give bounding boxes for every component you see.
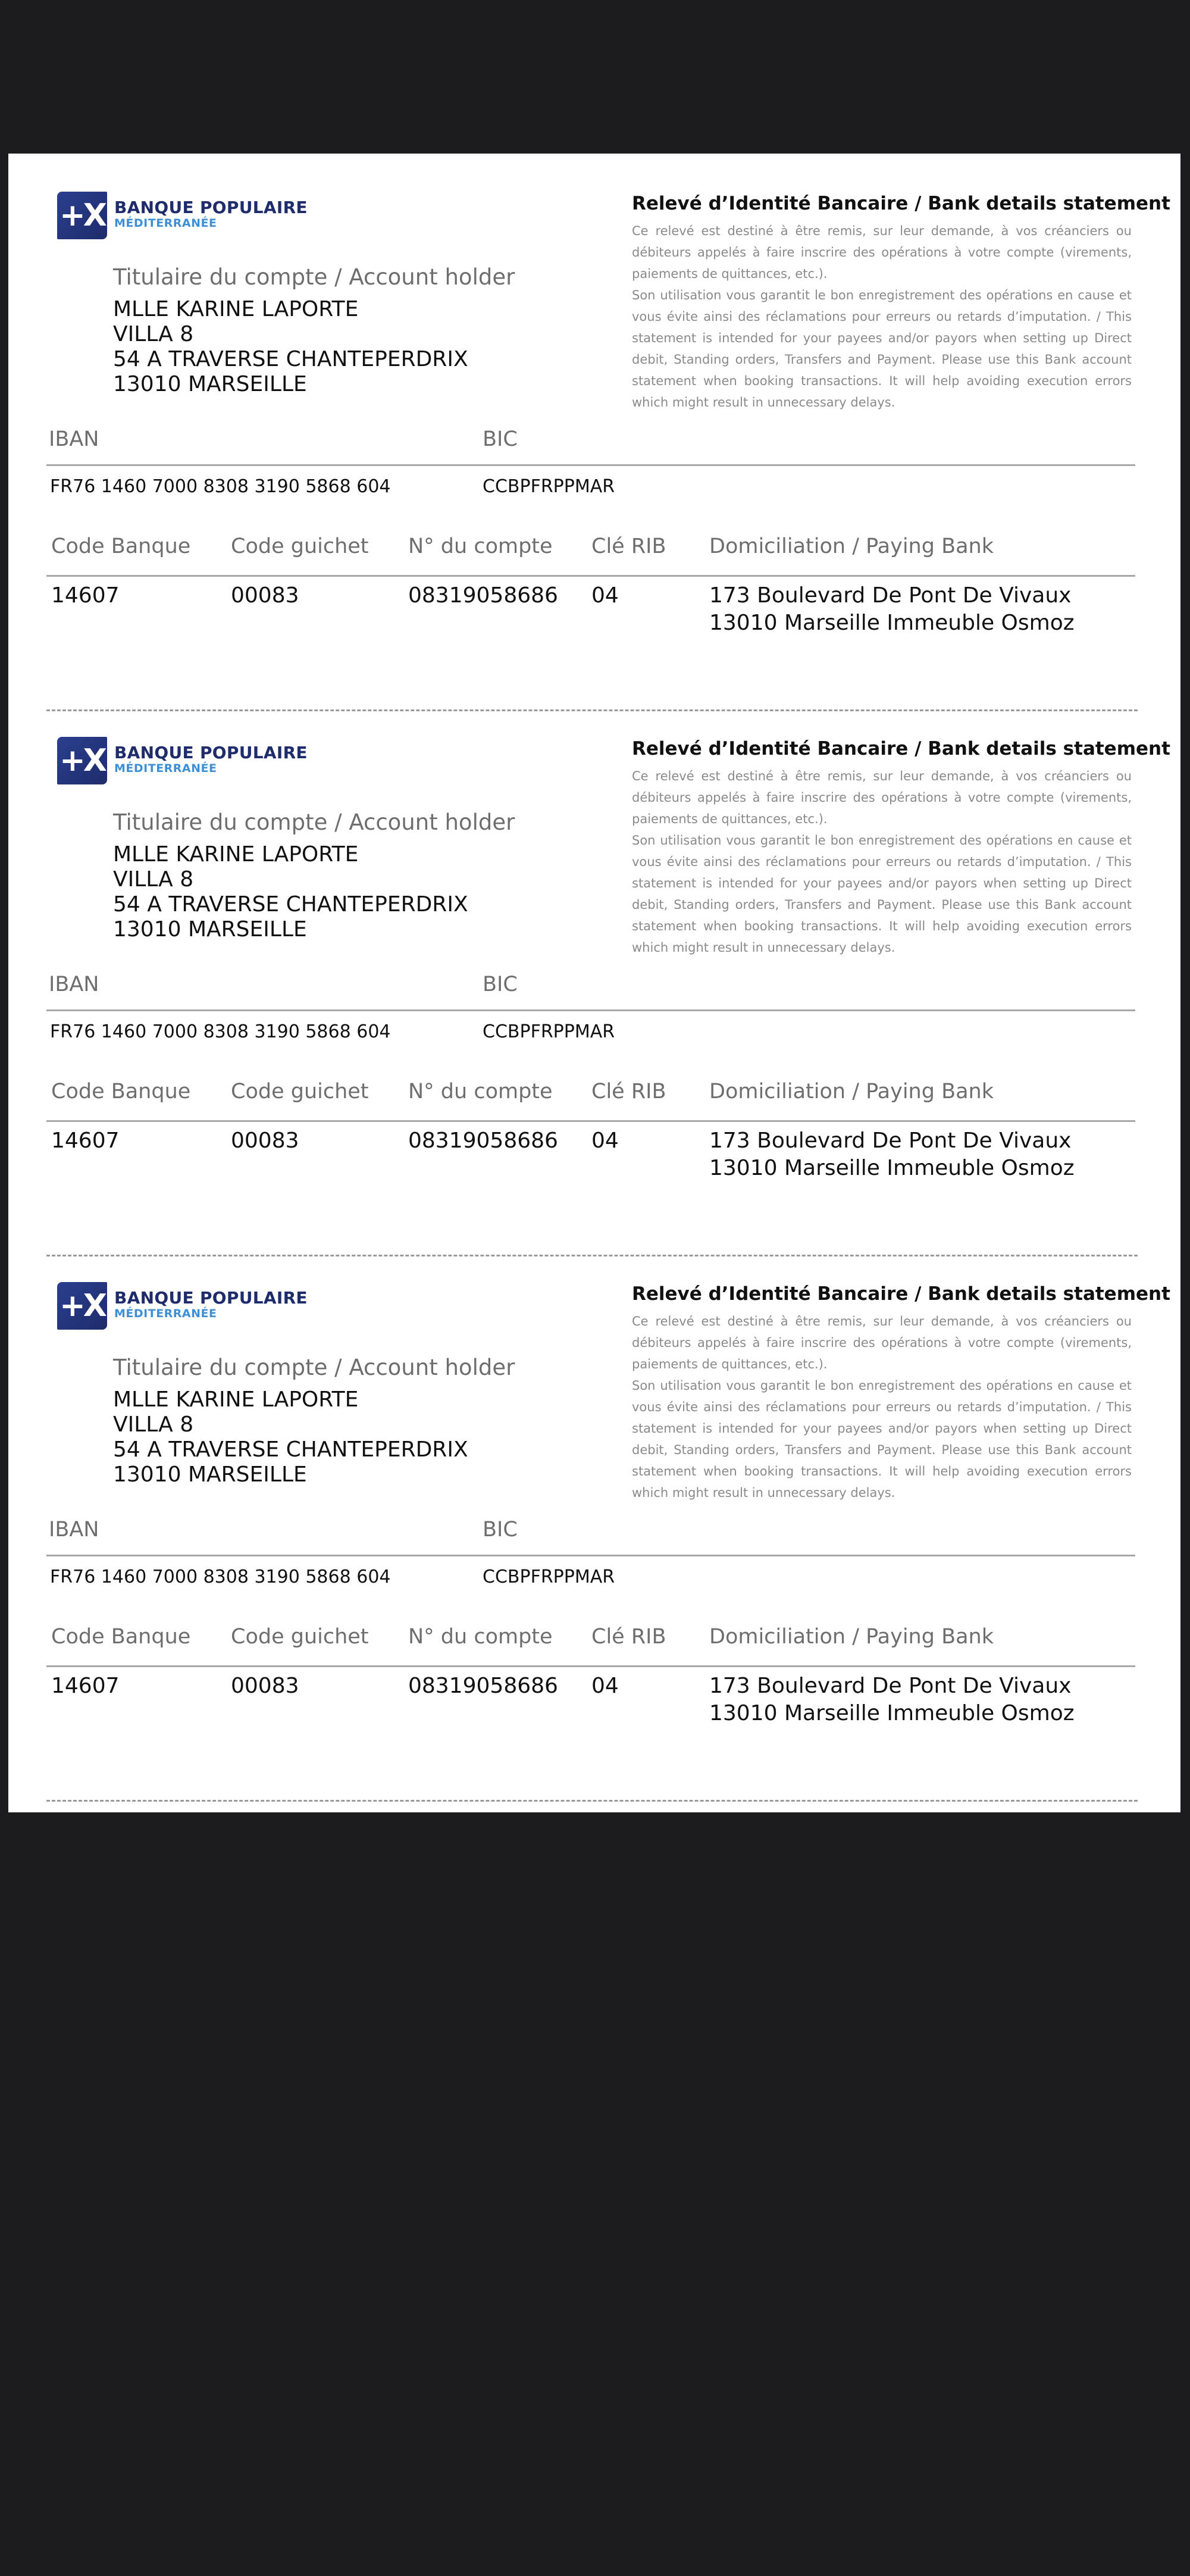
account-holder-address-line1: VILLA 8 [113,867,194,892]
bic-label: BIC [483,427,518,451]
account-holder-label: Titulaire du compte / Account holder [113,1355,515,1380]
iban-label: IBAN [49,973,99,996]
rib-copy-2 [8,699,1180,1244]
account-holder-address-line3: 13010 MARSEILLE [113,1462,307,1487]
iban-label: IBAN [49,1518,99,1542]
iban-label: IBAN [49,427,99,451]
bank-logo [57,1281,307,1331]
code-guichet-value: 00083 [231,583,299,608]
account-holder-label: Titulaire du compte / Account holder [113,264,515,290]
bic-label: BIC [483,1518,518,1542]
bank-region: MÉDITERRANÉE [114,762,217,775]
account-holder [113,1355,515,1487]
statement-body-mixed: Son utilisation vous garantit le bon enregistrement des opérations en cause et vous évite ainsi des réclamations pour erreurs ou retards d’imputation. / This statement is intended for your payees and/or payors when setting up Direct debit, Standing orders, Transfers and Payment. Please use this Bank account statement when booking transactions. It will help avoiding execution errors which might result in unnecessary delays. [632,833,1132,955]
domiciliation-line2: 13010 Marseille Immeuble Osmoz [709,1156,1075,1180]
cle-rib-label: Clé RIB [591,534,666,558]
iban-divider [46,1555,1135,1556]
statement-title: Relevé d’Identité Bancaire / Bank details statement [632,1283,1170,1305]
iban-value: FR76 1460 7000 8308 3190 5868 604 [50,476,391,497]
bank-logo [57,190,307,240]
account-holder-address-line1: VILLA 8 [113,1412,194,1437]
account-holder [113,809,515,942]
code-banque-label: Code Banque [51,534,191,558]
numero-compte-value: 08319058686 [408,1674,558,1698]
domiciliation-label: Domiciliation / Paying Bank [709,1080,994,1103]
domiciliation-label: Domiciliation / Paying Bank [709,1625,994,1649]
account-holder-address-line1: VILLA 8 [113,322,194,346]
account-holder-name: MLLE KARINE LAPORTE [113,1387,359,1412]
statement-body-mixed: Son utilisation vous garantit le bon enregistrement des opérations en cause et vous évite ainsi des réclamations pour erreurs ou retards d’imputation. / This statement is intended for your payees and/or payors when setting up Direct debit, Standing orders, Transfers and Payment. Please use this Bank account statement when booking transactions. It will help avoiding execution errors which might result in unnecessary delays. [632,1378,1132,1500]
statement-body-fr: Ce relevé est destiné à être remis, sur leur demande, à vos créanciers ou débiteurs appelés à faire inscrire des opérations à votre compte (virements, paiements de quittances, etc.). [632,769,1132,826]
iban-value: FR76 1460 7000 8308 3190 5868 604 [50,1567,391,1587]
bank-name: BANQUE POPULAIRE [114,743,308,762]
numero-compte-label: N° du compte [408,1080,553,1103]
domiciliation-line1: 173 Boulevard De Pont De Vivaux [709,1128,1072,1153]
bic-value: CCBPFRPPMAR [483,1021,615,1042]
numero-compte-label: N° du compte [408,534,553,558]
bank-logo-mark-icon: +X [57,1282,107,1330]
account-holder-address-line2: 54 A TRAVERSE CHANTEPERDRIX [113,892,468,917]
domiciliation-line1: 173 Boulevard De Pont De Vivaux [709,583,1072,608]
bank-region: MÉDITERRANÉE [114,1307,217,1320]
account-holder-label: Titulaire du compte / Account holder [113,809,515,835]
bank-logo [57,736,307,786]
account-holder-address-line3: 13010 MARSEILLE [113,917,307,942]
iban-divider [46,1009,1135,1011]
rib-copy-3 [8,1244,1180,1789]
code-guichet-label: Code guichet [231,1625,369,1649]
code-banque-value: 14607 [51,583,120,608]
statement-notice [632,738,1170,958]
statement-body-mixed: Son utilisation vous garantit le bon enregistrement des opérations en cause et vous évite ainsi des réclamations pour erreurs ou retards d’imputation. / This statement is intended for your payees and/or payors when setting up Direct debit, Standing orders, Transfers and Payment. Please use this Bank account statement when booking transactions. It will help avoiding execution errors which might result in unnecessary delays. [632,288,1132,409]
rib-table-divider [46,575,1135,577]
statement-notice [632,1283,1170,1503]
statement-title: Relevé d’Identité Bancaire / Bank details statement [632,738,1170,759]
statement-notice [632,193,1170,413]
numero-compte-value: 08319058686 [408,583,558,608]
statement-body-fr: Ce relevé est destiné à être remis, sur leur demande, à vos créanciers ou débiteurs appelés à faire inscrire des opérations à votre compte (virements, paiements de quittances, etc.). [632,224,1132,281]
domiciliation-line2: 13010 Marseille Immeuble Osmoz [709,611,1075,635]
bic-value: CCBPFRPPMAR [483,1567,615,1587]
cle-rib-value: 04 [591,1128,619,1153]
bank-region: MÉDITERRANÉE [114,217,217,230]
iban-value: FR76 1460 7000 8308 3190 5868 604 [50,1021,391,1042]
numero-compte-value: 08319058686 [408,1128,558,1153]
domiciliation-line2: 13010 Marseille Immeuble Osmoz [709,1701,1075,1725]
code-guichet-value: 00083 [231,1128,299,1153]
account-holder-address-line3: 13010 MARSEILLE [113,372,307,396]
account-holder-name: MLLE KARINE LAPORTE [113,297,359,321]
code-banque-value: 14607 [51,1128,120,1153]
code-guichet-label: Code guichet [231,1080,369,1103]
account-holder [113,264,515,397]
iban-divider [46,464,1135,466]
bank-logo-mark-icon: +X [57,737,107,784]
account-holder-name: MLLE KARINE LAPORTE [113,842,359,867]
code-banque-label: Code Banque [51,1625,191,1649]
cle-rib-value: 04 [591,583,619,608]
cle-rib-label: Clé RIB [591,1625,666,1649]
bic-label: BIC [483,973,518,996]
bank-name: BANQUE POPULAIRE [114,1288,308,1308]
numero-compte-label: N° du compte [408,1625,553,1649]
account-holder-address-line2: 54 A TRAVERSE CHANTEPERDRIX [113,347,468,371]
bic-value: CCBPFRPPMAR [483,476,615,497]
statement-body-fr: Ce relevé est destiné à être remis, sur leur demande, à vos créanciers ou débiteurs appelés à faire inscrire des opérations à votre compte (virements, paiements de quittances, etc.). [632,1314,1132,1371]
code-guichet-value: 00083 [231,1674,299,1698]
rib-sheet [8,154,1180,1812]
code-guichet-label: Code guichet [231,534,369,558]
rib-copy-1 [8,154,1180,699]
cut-line [46,1800,1138,1802]
cle-rib-value: 04 [591,1674,619,1698]
code-banque-value: 14607 [51,1674,120,1698]
account-holder-address-line2: 54 A TRAVERSE CHANTEPERDRIX [113,1437,468,1462]
bank-logo-mark-icon: +X [57,192,107,239]
statement-title: Relevé d’Identité Bancaire / Bank details statement [632,193,1170,214]
cle-rib-label: Clé RIB [591,1080,666,1103]
code-banque-label: Code Banque [51,1080,191,1103]
rib-table-divider [46,1665,1135,1667]
domiciliation-label: Domiciliation / Paying Bank [709,534,994,558]
domiciliation-line1: 173 Boulevard De Pont De Vivaux [709,1674,1072,1698]
bank-name: BANQUE POPULAIRE [114,198,308,217]
rib-table-divider [46,1120,1135,1122]
